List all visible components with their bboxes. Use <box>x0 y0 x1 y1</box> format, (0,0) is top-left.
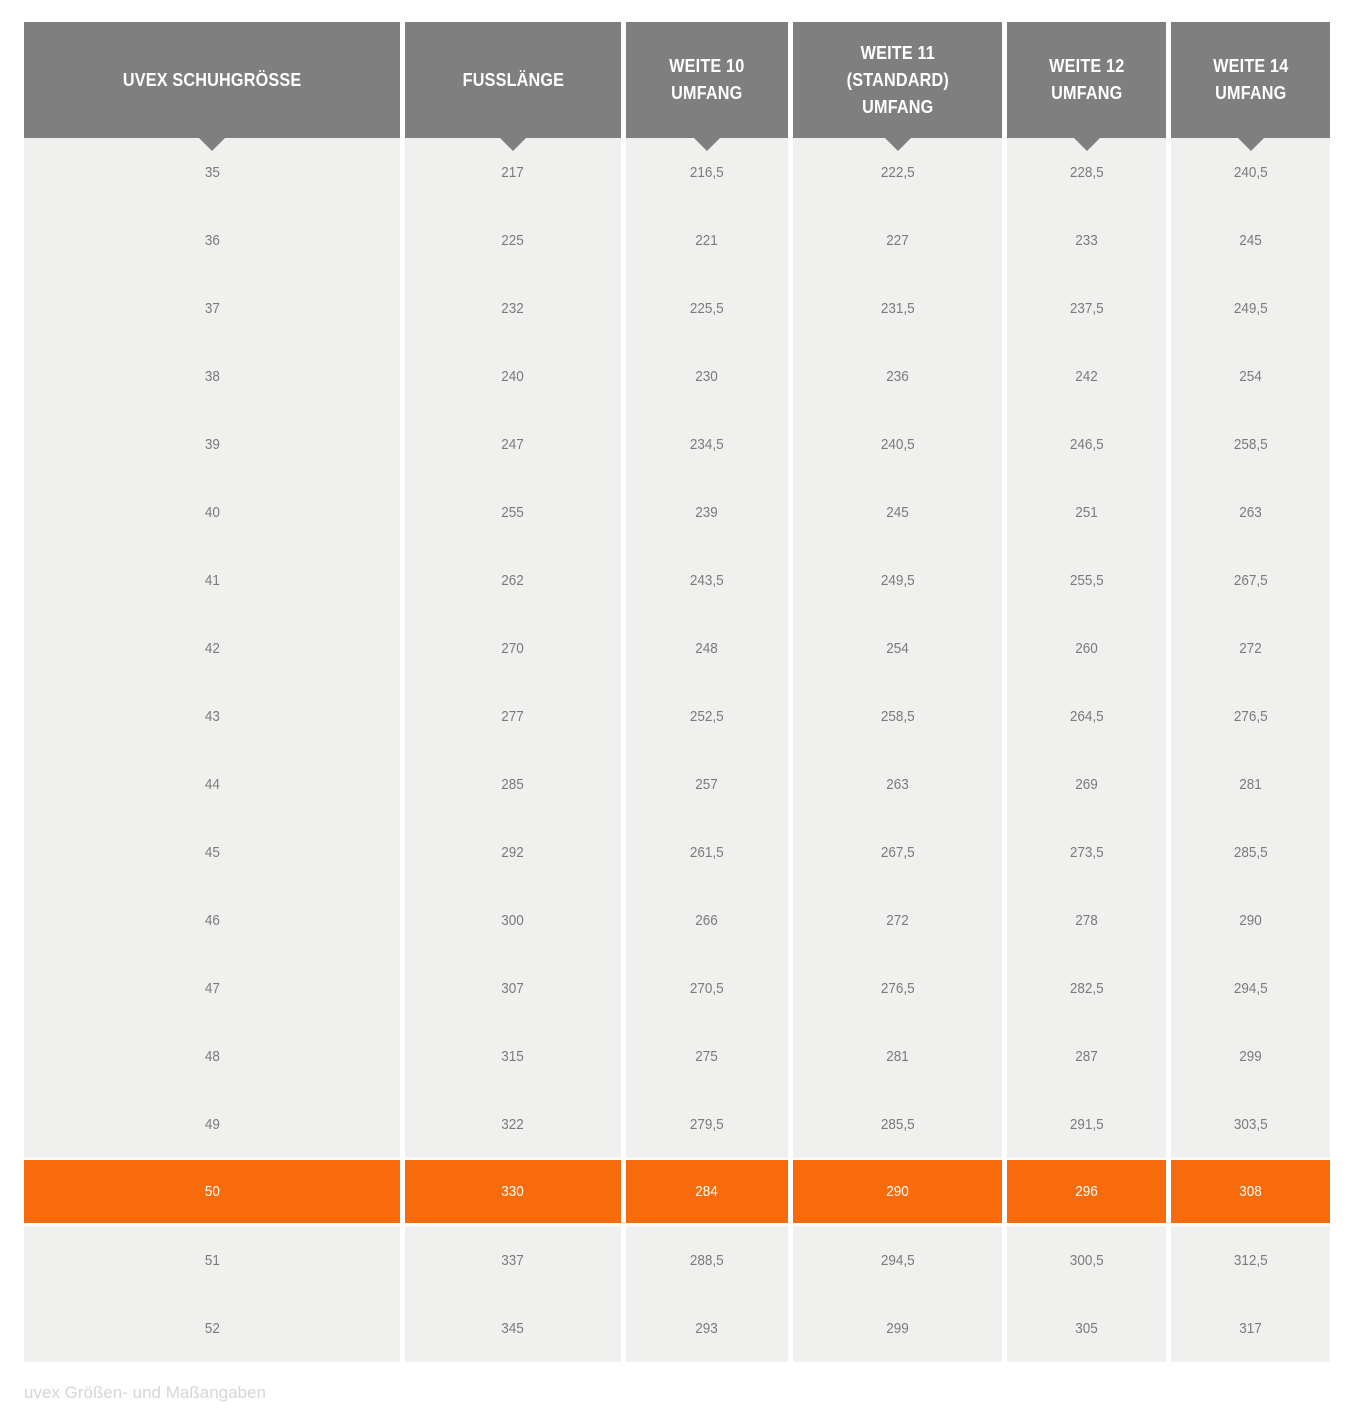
cell: 285 <box>405 750 621 818</box>
cell: 221 <box>626 206 788 274</box>
cell: 279,5 <box>626 1090 788 1158</box>
cell: 251 <box>1007 478 1166 546</box>
cell: 261,5 <box>626 818 788 886</box>
cell: 239 <box>626 478 788 546</box>
cell: 254 <box>1171 342 1330 410</box>
cell: 217 <box>405 138 621 206</box>
cell: 225 <box>405 206 621 274</box>
cell: 276,5 <box>793 954 1002 1022</box>
column-header-weite14: WEITE 14 UMFANG <box>1171 22 1330 138</box>
table-row-47[interactable] <box>24 954 1330 1022</box>
cell: 45 <box>24 818 400 886</box>
cell: 52 <box>24 1294 400 1362</box>
cell: 252,5 <box>626 682 788 750</box>
cell: 230 <box>626 342 788 410</box>
cell: 44 <box>24 750 400 818</box>
table-row-51[interactable] <box>24 1226 1330 1294</box>
cell: 40 <box>24 478 400 546</box>
cell: 240 <box>405 342 621 410</box>
cell: 290 <box>793 1158 1002 1226</box>
cell: 300,5 <box>1007 1226 1166 1294</box>
table-row-52[interactable] <box>24 1294 1330 1362</box>
table-row-42[interactable] <box>24 614 1330 682</box>
cell: 288,5 <box>626 1226 788 1294</box>
cell: 282,5 <box>1007 954 1166 1022</box>
table-row-49[interactable] <box>24 1090 1330 1158</box>
cell: 287 <box>1007 1022 1166 1090</box>
table-row-41[interactable] <box>24 546 1330 614</box>
cell: 263 <box>793 750 1002 818</box>
cell: 300 <box>405 886 621 954</box>
cell: 312,5 <box>1171 1226 1330 1294</box>
cell: 47 <box>24 954 400 1022</box>
cell: 299 <box>1171 1022 1330 1090</box>
cell: 236 <box>793 342 1002 410</box>
cell: 257 <box>626 750 788 818</box>
cell: 35 <box>24 138 400 206</box>
cell: 285,5 <box>793 1090 1002 1158</box>
cell: 216,5 <box>626 138 788 206</box>
column-header-fusslaenge: FUSSLÄNGE <box>405 22 621 138</box>
cell: 255,5 <box>1007 546 1166 614</box>
column-header-schuhgroesse: UVEX SCHUHGRÖSSE <box>24 22 400 138</box>
cell: 254 <box>793 614 1002 682</box>
table-row-50[interactable] <box>24 1158 1330 1226</box>
cell: 39 <box>24 410 400 478</box>
cell: 322 <box>405 1090 621 1158</box>
cell: 307 <box>405 954 621 1022</box>
cell: 267,5 <box>793 818 1002 886</box>
cell: 299 <box>793 1294 1002 1362</box>
cell: 270 <box>405 614 621 682</box>
cell: 248 <box>626 614 788 682</box>
table-row-48[interactable] <box>24 1022 1330 1090</box>
cell: 276,5 <box>1171 682 1330 750</box>
cell: 46 <box>24 886 400 954</box>
table-row-45[interactable] <box>24 818 1330 886</box>
cell: 227 <box>793 206 1002 274</box>
cell: 263 <box>1171 478 1330 546</box>
cell: 37 <box>24 274 400 342</box>
table-row-44[interactable] <box>24 750 1330 818</box>
cell: 294,5 <box>793 1226 1002 1294</box>
cell: 315 <box>405 1022 621 1090</box>
cell: 272 <box>793 886 1002 954</box>
cell: 294,5 <box>1171 954 1330 1022</box>
table-header <box>24 22 1330 138</box>
cell: 43 <box>24 682 400 750</box>
column-header-weite11: WEITE 11 (STANDARD) UMFANG <box>793 22 1002 138</box>
cell: 242 <box>1007 342 1166 410</box>
cell: 281 <box>1171 750 1330 818</box>
cell: 303,5 <box>1171 1090 1330 1158</box>
cell: 48 <box>24 1022 400 1090</box>
cell: 264,5 <box>1007 682 1166 750</box>
cell: 330 <box>405 1158 621 1226</box>
cell: 317 <box>1171 1294 1330 1362</box>
cell: 270,5 <box>626 954 788 1022</box>
cell: 249,5 <box>793 546 1002 614</box>
table-body <box>24 138 1330 1362</box>
cell: 277 <box>405 682 621 750</box>
cell: 36 <box>24 206 400 274</box>
cell: 260 <box>1007 614 1166 682</box>
column-header-weite12: WEITE 12 UMFANG <box>1007 22 1166 138</box>
cell: 337 <box>405 1226 621 1294</box>
cell: 290 <box>1171 886 1330 954</box>
cell: 284 <box>626 1158 788 1226</box>
cell: 249,5 <box>1171 274 1330 342</box>
cell: 234,5 <box>626 410 788 478</box>
cell: 273,5 <box>1007 818 1166 886</box>
cell: 308 <box>1171 1158 1330 1226</box>
cell: 255 <box>405 478 621 546</box>
cell: 293 <box>626 1294 788 1362</box>
cell: 272 <box>1171 614 1330 682</box>
table-caption: uvex Größen- und Maßangaben <box>24 1383 266 1402</box>
cell: 266 <box>626 886 788 954</box>
cell: 247 <box>405 410 621 478</box>
size-table <box>24 22 1330 1362</box>
cell: 49 <box>24 1090 400 1158</box>
table-row-43[interactable] <box>24 682 1330 750</box>
cell: 278 <box>1007 886 1166 954</box>
cell: 292 <box>405 818 621 886</box>
cell: 231,5 <box>793 274 1002 342</box>
cell: 269 <box>1007 750 1166 818</box>
cell: 258,5 <box>1171 410 1330 478</box>
cell: 281 <box>793 1022 1002 1090</box>
cell: 51 <box>24 1226 400 1294</box>
cell: 262 <box>405 546 621 614</box>
cell: 233 <box>1007 206 1166 274</box>
cell: 243,5 <box>626 546 788 614</box>
cell: 275 <box>626 1022 788 1090</box>
column-header-weite10: WEITE 10 UMFANG <box>626 22 788 138</box>
cell: 345 <box>405 1294 621 1362</box>
cell: 305 <box>1007 1294 1166 1362</box>
cell: 42 <box>24 614 400 682</box>
cell: 296 <box>1007 1158 1166 1226</box>
table-row-38[interactable] <box>24 342 1330 410</box>
cell: 38 <box>24 342 400 410</box>
table-row-40[interactable] <box>24 478 1330 546</box>
cell: 245 <box>1171 206 1330 274</box>
table-row-46[interactable] <box>24 886 1330 954</box>
table-row-39[interactable] <box>24 410 1330 478</box>
cell: 285,5 <box>1171 818 1330 886</box>
cell: 225,5 <box>626 274 788 342</box>
cell: 246,5 <box>1007 410 1166 478</box>
cell: 222,5 <box>793 138 1002 206</box>
cell: 228,5 <box>1007 138 1166 206</box>
table-row-37[interactable] <box>24 274 1330 342</box>
cell: 267,5 <box>1171 546 1330 614</box>
cell: 50 <box>24 1158 400 1226</box>
cell: 41 <box>24 546 400 614</box>
cell: 291,5 <box>1007 1090 1166 1158</box>
cell: 240,5 <box>1171 138 1330 206</box>
cell: 232 <box>405 274 621 342</box>
table-row-36[interactable] <box>24 206 1330 274</box>
cell: 240,5 <box>793 410 1002 478</box>
cell: 258,5 <box>793 682 1002 750</box>
cell: 237,5 <box>1007 274 1166 342</box>
cell: 245 <box>793 478 1002 546</box>
